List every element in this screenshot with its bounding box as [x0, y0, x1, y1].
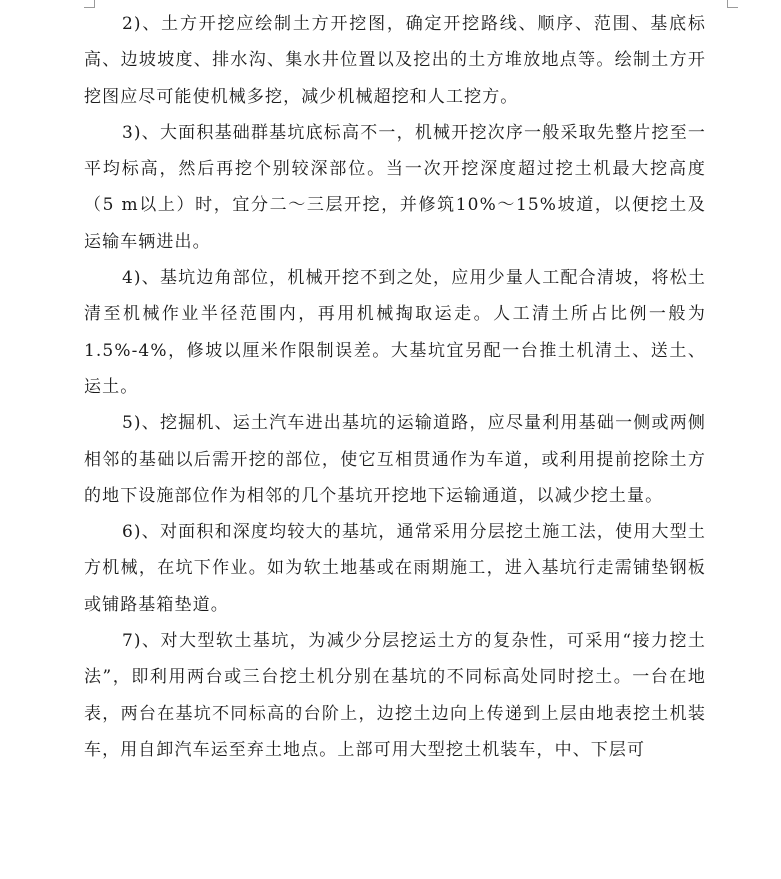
paragraph-4: 4)、基坑边角部位，机械开挖不到之处，应用少量人工配合清坡，将松土清至机械作业半径范围内，再用机械掏取运走。人工清土所占比例一般为1.5%-4%，修坡以厘米作限制误差。大基坑宜另配一台推土机清土、送土、运土。 [84, 268, 706, 397]
paragraph-3: 3)、大面积基础群基坑底标高不一，机械开挖次序一般采取先整片挖至一平均标高，然后再挖个别较深部位。当一次开挖深度超过挖土机最大挖高度（5 m以上）时，宜分二～三层开挖，并修筑10%～15%坡道，以便挖土及运输车辆进出。 [84, 122, 706, 252]
paragraph-6: 6)、对面积和深度均较大的基坑，通常采用分层挖土施工法，使用大型土方机械，在坑下作业。如为软土地基或在雨期施工，进入基坑行走需铺垫钢板或铺路基箱垫道。 [84, 522, 706, 615]
page-corner-mark-right [727, 0, 738, 8]
document-body [84, 6, 706, 768]
paragraph-5: 5)、挖掘机、运土汽车进出基坑的运输道路，应尽量利用基础一侧或两侧相邻的基础以后需开挖的部位，使它互相贯通作为车道，或利用提前挖除土方的地下设施部位作为相邻的几个基坑开挖地下运输通道，以减少挖土量。 [84, 413, 706, 506]
paragraph-7: 7)、对大型软土基坑，为减少分层挖运土方的复杂性，可采用“接力挖土法”，即利用两台或三台挖土机分别在基坑的不同标高处同时挖土。一台在地表，两台在基坑不同标高的台阶上，边挖土边向上传递到上层由地表挖土机装车，用自卸汽车运至弃土地点。上部可用大型挖土机装车，中、下层可 [84, 631, 706, 760]
paragraph-2: 2)、土方开挖应绘制土方开挖图，确定开挖路线、顺序、范围、基底标高、边坡坡度、排水沟、集水井位置以及挖出的土方堆放地点等。绘制土方开挖图应尽可能使机械多挖，减少机械超挖和人工挖方。 [84, 14, 706, 107]
